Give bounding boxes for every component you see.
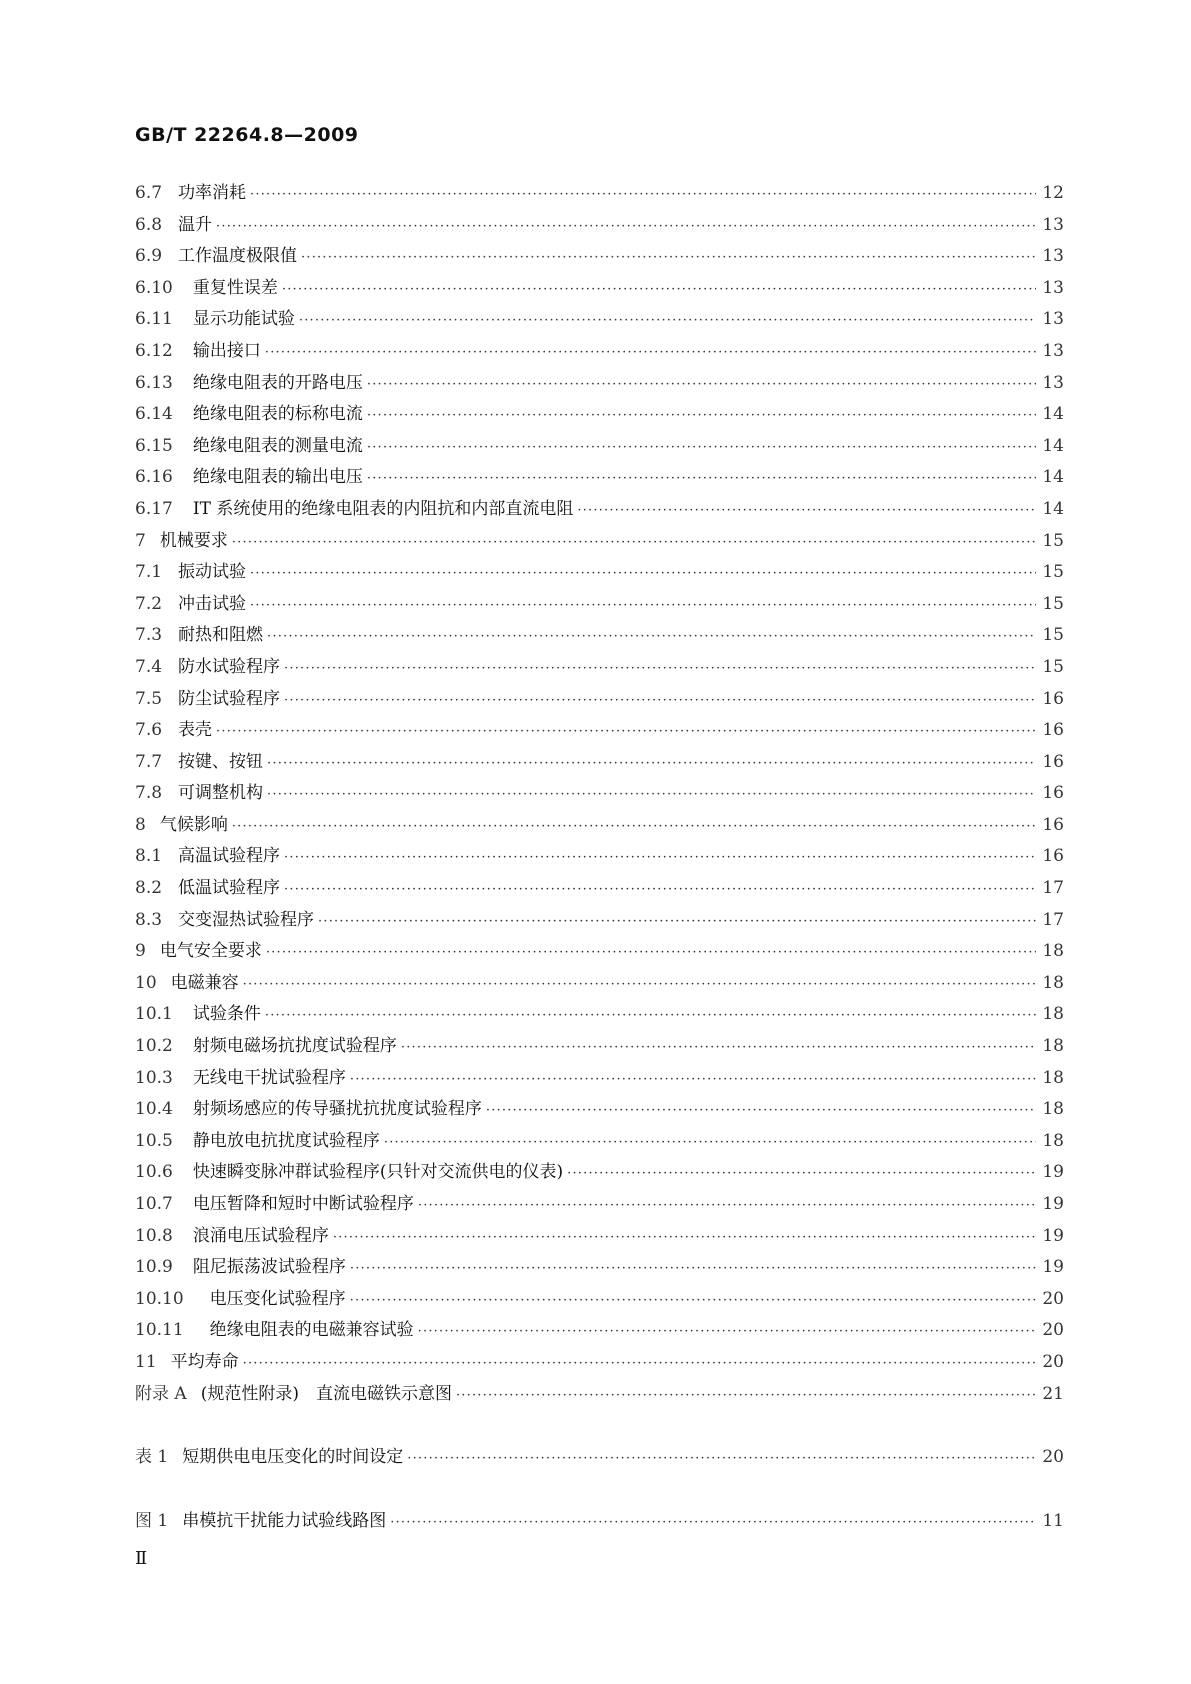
toc-entry (135, 1252, 1064, 1284)
toc-entry-number: 7.6 (135, 720, 163, 741)
toc-entry-number: 6.13 (135, 372, 173, 393)
dot-leader (216, 716, 1036, 748)
toc-entry (135, 557, 1064, 589)
toc-entry (135, 905, 1064, 937)
dot-leader (266, 937, 1036, 969)
toc-entry-page: 18 (1042, 941, 1064, 962)
dot-leader (265, 337, 1036, 369)
toc-entry-page: 18 (1042, 972, 1064, 993)
dot-leader (299, 305, 1036, 337)
toc-entry (135, 1284, 1064, 1316)
toc-entry (135, 1157, 1064, 1189)
toc-entry-page: 12 (1042, 183, 1064, 203)
toc-entry-title: 绝缘电阻表的标称电流 (192, 404, 363, 425)
dot-leader (350, 1285, 1036, 1317)
toc-entry-number: 7.8 (135, 783, 163, 804)
toc-entry (135, 273, 1064, 305)
toc-entry (135, 399, 1064, 431)
toc-tables-list (135, 1442, 1064, 1474)
toc-entry-title: 工作温度极限值 (178, 246, 298, 267)
toc-entry-page: 15 (1042, 562, 1064, 583)
toc-entry-page: 18 (1042, 1067, 1064, 1088)
toc-entry-page: 16 (1042, 751, 1064, 772)
toc-entry (135, 178, 1064, 210)
dot-leader (567, 1158, 1036, 1190)
dot-leader (407, 1443, 1036, 1475)
toc-entry-number: 10 (135, 972, 157, 993)
toc-entry (135, 368, 1064, 400)
dot-leader (390, 1507, 1036, 1539)
toc-entry (135, 494, 1064, 526)
toc-entry-page: 20 (1042, 1351, 1064, 1372)
dot-leader (282, 274, 1036, 306)
toc-entry-page: 15 (1042, 625, 1064, 646)
toc-entry (135, 431, 1064, 463)
dot-leader (243, 1348, 1036, 1380)
toc-entry-number: 6.12 (135, 340, 173, 361)
dot-leader (318, 906, 1036, 938)
toc-entry-title: 冲击试验 (178, 593, 247, 614)
toc-entry-number: 10.4 (135, 1099, 173, 1120)
toc-entry-number: 7 (135, 530, 146, 551)
toc-entry-page: 18 (1042, 1004, 1064, 1025)
toc-entry-number: 附录 A (135, 1383, 187, 1404)
toc-entry-title: IT 系统使用的绝缘电阻表的内阻抗和内部直流电阻 (192, 498, 574, 519)
toc-gap (135, 1474, 1064, 1506)
toc-entry (135, 1031, 1064, 1063)
dot-leader (350, 1064, 1036, 1096)
toc-entry-page: 20 (1042, 1320, 1064, 1341)
dot-leader (284, 874, 1036, 906)
toc-entry-page: 19 (1042, 1194, 1064, 1214)
toc-entry-number: 7.5 (135, 688, 163, 709)
toc-entry-number: 10.3 (135, 1067, 173, 1088)
toc-entry (135, 1094, 1064, 1126)
page-number: Ⅱ (135, 1548, 148, 1569)
toc-entry-page: 13 (1042, 309, 1064, 330)
dot-leader (232, 527, 1036, 559)
dot-leader (456, 1380, 1036, 1412)
toc-entry-title: 输出接口 (192, 340, 261, 361)
toc-entry-page: 19 (1042, 1162, 1064, 1183)
dot-leader (267, 748, 1036, 780)
toc-entry-title: 绝缘电阻表的开路电压 (192, 372, 363, 393)
toc-entry-title: 电压变化试验程序 (209, 1288, 346, 1309)
toc-entry-title: 机械要求 (159, 530, 228, 551)
dot-leader (250, 590, 1036, 622)
dot-leader (232, 811, 1036, 843)
toc-entry-title: 绝缘电阻表的输出电压 (192, 467, 363, 488)
toc-entry (135, 210, 1064, 242)
toc-entry-page: 21 (1042, 1383, 1064, 1404)
toc-entry-number: 6.16 (135, 467, 173, 488)
toc-entry-page: 20 (1042, 1288, 1064, 1309)
toc-entry-title: 表壳 (178, 720, 213, 741)
toc-entry-number: 10.8 (135, 1225, 173, 1246)
toc-entry-page: 17 (1042, 878, 1064, 899)
toc-entry (135, 1221, 1064, 1253)
toc-entry-number: 6.15 (135, 435, 173, 456)
toc-entry-title: 耐热和阻燃 (178, 625, 264, 646)
toc-entry-page: 14 (1042, 467, 1064, 488)
dot-leader (367, 432, 1036, 464)
toc-entry-title: 电气安全要求 (159, 941, 262, 962)
toc-entry (135, 462, 1064, 494)
toc-entry-title: 短期供电电压变化的时间设定 (182, 1447, 404, 1468)
toc-entry (135, 1189, 1064, 1221)
toc-entry-number: 8.2 (135, 878, 163, 899)
toc-entry-page: 18 (1042, 1130, 1064, 1151)
toc-entry-number: 8 (135, 814, 146, 835)
toc-entry (135, 336, 1064, 368)
toc-entry-title: 绝缘电阻表的测量电流 (192, 435, 363, 456)
toc-entry-title: 串模抗干扰能力试验线路图 (182, 1510, 387, 1531)
toc-entry-number: 6.10 (135, 277, 173, 298)
toc-entry-title: 阻尼振荡波试验程序 (192, 1257, 346, 1278)
toc-entry-page: 20 (1042, 1447, 1064, 1468)
toc-entry-page: 16 (1042, 783, 1064, 804)
toc-entry-number: 10.7 (135, 1194, 173, 1214)
toc-entry-page: 13 (1042, 246, 1064, 267)
toc-entry-title: 电压暂降和短时中断试验程序 (192, 1194, 414, 1214)
toc-entry-title: 浪涌电压试验程序 (192, 1225, 329, 1246)
toc-entry-number: 6.14 (135, 404, 173, 425)
toc-entry (135, 304, 1064, 336)
toc-entry-page: 15 (1042, 656, 1064, 677)
toc-entry-title: 防水试验程序 (178, 656, 281, 677)
toc-main-list (135, 178, 1064, 1410)
dot-leader (267, 779, 1036, 811)
toc-entry-number: 7.3 (135, 625, 163, 646)
toc-entry-number: 6.17 (135, 498, 173, 519)
toc-entry-number: 10.9 (135, 1257, 173, 1278)
toc-entry-number: 10.11 (135, 1320, 184, 1341)
toc-entry-title: 无线电干扰试验程序 (192, 1067, 346, 1088)
dot-leader (265, 1000, 1036, 1032)
toc-entry-page: 14 (1042, 435, 1064, 456)
toc-entry (135, 1126, 1064, 1158)
toc-entry-number: 7.4 (135, 656, 163, 677)
toc-entry-page: 16 (1042, 720, 1064, 741)
toc-entry (135, 1315, 1064, 1347)
toc-entry-title: 重复性误差 (192, 277, 278, 298)
toc-entry-page: 15 (1042, 593, 1064, 614)
toc-entry-title: 显示功能试验 (192, 309, 295, 330)
toc-entry-page: 18 (1042, 1099, 1064, 1120)
toc-entry-title: 静电放电抗扰度试验程序 (192, 1130, 380, 1151)
toc-entry-title: 交变湿热试验程序 (178, 909, 315, 930)
document-id: GB/T 22264.8—2009 (135, 124, 359, 146)
toc-entry-number: 6.11 (135, 309, 173, 330)
toc-entry (135, 1506, 1064, 1538)
toc-entry-page: 15 (1042, 530, 1064, 551)
toc-entry-number: 6.7 (135, 183, 163, 203)
dot-leader (486, 1095, 1036, 1127)
toc-entry (135, 589, 1064, 621)
toc-entry (135, 652, 1064, 684)
dot-leader (577, 495, 1036, 527)
dot-leader (216, 211, 1036, 243)
toc-entry-title: 绝缘电阻表的电磁兼容试验 (209, 1320, 414, 1341)
dot-leader (243, 969, 1036, 1001)
toc-gap (135, 1410, 1064, 1442)
toc-entry-page: 16 (1042, 814, 1064, 835)
toc-entry (135, 1442, 1064, 1474)
toc-entry-number: 8.3 (135, 909, 163, 930)
toc-entry-number: 图 1 (135, 1510, 169, 1531)
toc-entry-number: 10.10 (135, 1288, 184, 1309)
toc-entry-number: 8.1 (135, 846, 163, 867)
toc-entry (135, 873, 1064, 905)
dot-leader (367, 463, 1036, 495)
toc-entry-number: 10.6 (135, 1162, 173, 1183)
toc-figures-list (135, 1506, 1064, 1538)
dot-leader (284, 842, 1036, 874)
toc-entry (135, 778, 1064, 810)
dot-leader (284, 653, 1036, 685)
dot-leader (401, 1032, 1036, 1064)
dot-leader (333, 1222, 1036, 1254)
dot-leader (367, 400, 1036, 432)
toc-entry (135, 747, 1064, 779)
dot-leader (267, 621, 1036, 653)
toc-entry-page: 14 (1042, 498, 1064, 519)
toc-entry-title: 高温试验程序 (178, 846, 281, 867)
dot-leader (367, 369, 1036, 401)
toc-entry-number: 7.2 (135, 593, 163, 614)
toc-entry-title: 防尘试验程序 (178, 688, 281, 709)
toc-entry-title: 快速瞬变脉冲群试验程序(只针对交流供电的仪表) (192, 1162, 564, 1183)
toc-entry-page: 18 (1042, 1036, 1064, 1057)
toc-entry (135, 241, 1064, 273)
toc-entry (135, 810, 1064, 842)
toc-entry-number: 表 1 (135, 1447, 169, 1468)
toc-entry-page: 13 (1042, 277, 1064, 298)
toc-entry-page: 13 (1042, 372, 1064, 393)
toc-entry-number: 11 (135, 1351, 157, 1372)
toc-entry-number: 7.1 (135, 562, 163, 583)
dot-leader (350, 1253, 1036, 1285)
toc-entry-number: 7.7 (135, 751, 163, 772)
toc-entry (135, 526, 1064, 558)
toc-entry (135, 936, 1064, 968)
toc-entry-title: 可调整机构 (178, 783, 264, 804)
toc-entry-title: 电磁兼容 (170, 972, 239, 993)
toc-entry-title: 射频场感应的传导骚扰抗扰度试验程序 (192, 1099, 482, 1120)
toc-entry-number: 6.9 (135, 246, 163, 267)
toc-entry (135, 620, 1064, 652)
dot-leader (250, 179, 1036, 211)
toc-entry-page: 14 (1042, 404, 1064, 425)
toc-entry-title: 气候影响 (159, 814, 228, 835)
dot-leader (384, 1127, 1036, 1159)
toc-entry (135, 684, 1064, 716)
toc-entry (135, 999, 1064, 1031)
toc-entry-page: 19 (1042, 1225, 1064, 1246)
toc-entry-number: 6.8 (135, 214, 163, 235)
toc-entry-page: 13 (1042, 340, 1064, 361)
table-of-contents (135, 178, 1064, 1537)
toc-entry-title: 温升 (178, 214, 213, 235)
toc-entry-title: 低温试验程序 (178, 878, 281, 899)
toc-entry-title: 平均寿命 (170, 1351, 239, 1372)
toc-entry (135, 715, 1064, 747)
toc-entry-title: 振动试验 (178, 562, 247, 583)
dot-leader (250, 558, 1036, 590)
toc-entry-title: 试验条件 (192, 1004, 261, 1025)
toc-entry-page: 13 (1042, 214, 1064, 235)
toc-entry-title: 功率消耗 (178, 183, 247, 203)
toc-entry (135, 1347, 1064, 1379)
toc-entry (135, 968, 1064, 1000)
dot-leader (284, 685, 1036, 717)
toc-entry-page: 16 (1042, 846, 1064, 867)
toc-entry-page: 17 (1042, 909, 1064, 930)
toc-entry-page: 16 (1042, 688, 1064, 709)
toc-entry-number: 10.5 (135, 1130, 173, 1151)
dot-leader (418, 1316, 1036, 1348)
dot-leader (301, 242, 1036, 274)
toc-entry-number: 9 (135, 941, 146, 962)
dot-leader (418, 1190, 1036, 1222)
toc-entry-title: (规范性附录) 直流电磁铁示意图 (200, 1383, 452, 1404)
toc-entry-title: 按键、按钮 (178, 751, 264, 772)
toc-entry-page: 11 (1042, 1510, 1064, 1531)
toc-entry (135, 1379, 1064, 1411)
toc-entry (135, 1063, 1064, 1095)
toc-entry-title: 射频电磁场抗扰度试验程序 (192, 1036, 397, 1057)
toc-entry-number: 10.1 (135, 1004, 173, 1025)
toc-entry-page: 19 (1042, 1257, 1064, 1278)
toc-entry (135, 841, 1064, 873)
toc-entry-number: 10.2 (135, 1036, 173, 1057)
